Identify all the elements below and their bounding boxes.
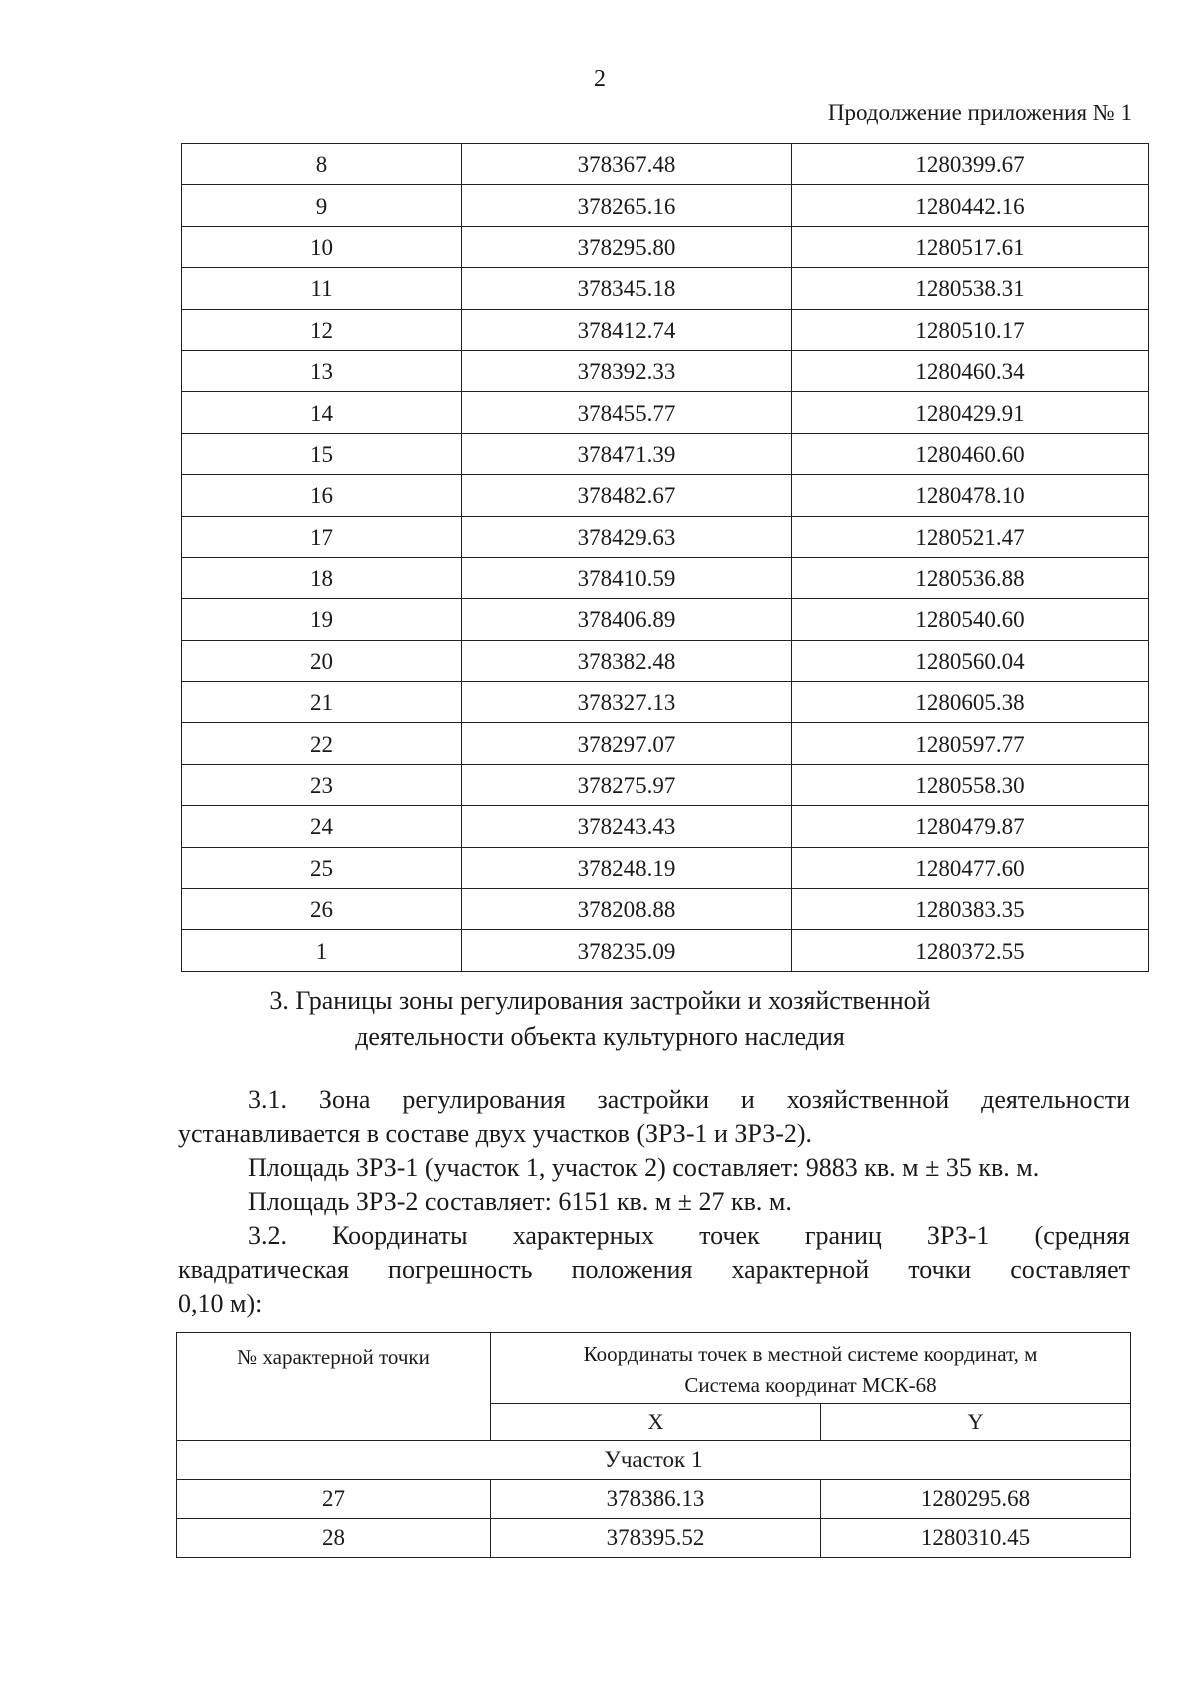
paragraph-3-2-line-1: 3.2. Координаты характерных точек границ ЗРЗ-1 (средняя <box>248 1221 1130 1250</box>
paragraph-3-2-line-3: 0,10 м): <box>178 1289 263 1318</box>
cell-point-number: 23 <box>182 764 462 805</box>
cell-y: 1280558.30 <box>792 764 1149 805</box>
cell-point-number: 27 <box>177 1480 491 1519</box>
header-point-number: № характерной точки <box>177 1333 491 1441</box>
cell-x: 378412.74 <box>462 309 792 350</box>
cell-y: 1280399.67 <box>792 144 1149 185</box>
table-row <box>182 640 1149 681</box>
table-row <box>182 682 1149 723</box>
header-coordinates-line-2: Система координат МСК-68 <box>684 1373 937 1397</box>
coordinates-table-continued <box>181 143 1149 972</box>
table-row <box>182 309 1149 350</box>
table-row <box>182 889 1149 930</box>
cell-y: 1280536.88 <box>792 557 1149 598</box>
cell-x: 378235.09 <box>462 930 792 971</box>
table-row <box>182 350 1149 391</box>
cell-y: 1280429.91 <box>792 392 1149 433</box>
table-row <box>182 599 1149 640</box>
paragraph-3-2-line-2: квадратическая погрешность положения характерной точки составляет <box>178 1255 1130 1284</box>
coordinates-table-body <box>182 144 1149 972</box>
cell-point-number: 16 <box>182 475 462 516</box>
cell-point-number: 1 <box>182 930 462 971</box>
table-row <box>182 516 1149 557</box>
section-3-heading-line-1: 3. Границы зоны регулирования застройки и хозяйственной <box>269 986 931 1015</box>
paragraph-3-1-line-2: устанавливается в составе двух участков (ЗРЗ-1 и ЗРЗ-2). <box>178 1119 813 1148</box>
table-row <box>182 392 1149 433</box>
cell-y: 1280597.77 <box>792 723 1149 764</box>
cell-point-number: 24 <box>182 806 462 847</box>
cell-point-number: 17 <box>182 516 462 557</box>
cell-x: 378410.59 <box>462 557 792 598</box>
cell-point-number: 13 <box>182 350 462 391</box>
section-3-heading <box>0 983 1200 1055</box>
cell-x: 378248.19 <box>462 847 792 888</box>
table-row <box>177 1480 1131 1519</box>
cell-y: 1280460.60 <box>792 433 1149 474</box>
section-3-heading-line-2: деятельности объекта культурного наследия <box>355 1022 845 1051</box>
header-coordinates <box>491 1333 1131 1404</box>
table-row <box>182 433 1149 474</box>
table-row <box>182 144 1149 185</box>
area-zrz-1: Площадь ЗРЗ-1 (участок 1, участок 2) составляет: 9883 кв. м ± 35 кв. м. <box>248 1153 1040 1182</box>
cell-y: 1280478.10 <box>792 475 1149 516</box>
page-number: 2 <box>594 66 606 92</box>
cell-x: 378327.13 <box>462 682 792 723</box>
cell-x: 378482.67 <box>462 475 792 516</box>
table-row <box>177 1519 1131 1558</box>
cell-y: 1280517.61 <box>792 226 1149 267</box>
table-row <box>182 226 1149 267</box>
header-y: Y <box>821 1404 1131 1441</box>
table-section-row <box>177 1441 1131 1480</box>
cell-point-number: 15 <box>182 433 462 474</box>
cell-point-number: 26 <box>182 889 462 930</box>
cell-point-number: 12 <box>182 309 462 350</box>
cell-x: 378243.43 <box>462 806 792 847</box>
cell-y: 1280460.34 <box>792 350 1149 391</box>
cell-x: 378386.13 <box>491 1480 821 1519</box>
cell-y: 1280605.38 <box>792 682 1149 723</box>
cell-x: 378275.97 <box>462 764 792 805</box>
cell-point-number: 11 <box>182 268 462 309</box>
zrz-1-coordinates-table-body <box>177 1333 1131 1558</box>
paragraph-3-1-line-1: 3.1. Зона регулирования застройки и хозяйственной деятельности <box>248 1085 1130 1114</box>
cell-point-number: 8 <box>182 144 462 185</box>
cell-x: 378455.77 <box>462 392 792 433</box>
section-label-plot-1: Участок 1 <box>177 1441 1131 1480</box>
cell-point-number: 20 <box>182 640 462 681</box>
cell-point-number: 18 <box>182 557 462 598</box>
appendix-continuation-label: Продолжение приложения № 1 <box>827 100 1132 125</box>
cell-y: 1280383.35 <box>792 889 1149 930</box>
cell-y: 1280510.17 <box>792 309 1149 350</box>
table-row <box>182 185 1149 226</box>
cell-point-number: 21 <box>182 682 462 723</box>
cell-y: 1280372.55 <box>792 930 1149 971</box>
cell-point-number: 9 <box>182 185 462 226</box>
table-row <box>182 723 1149 764</box>
cell-x: 378382.48 <box>462 640 792 681</box>
table-row <box>182 847 1149 888</box>
area-zrz-2: Площадь ЗРЗ-2 составляет: 6151 кв. м ± 27 кв. м. <box>248 1187 792 1216</box>
cell-x: 378471.39 <box>462 433 792 474</box>
cell-point-number: 22 <box>182 723 462 764</box>
cell-y: 1280560.04 <box>792 640 1149 681</box>
table-header-row <box>177 1333 1131 1404</box>
cell-x: 378406.89 <box>462 599 792 640</box>
cell-y: 1280295.68 <box>821 1480 1131 1519</box>
cell-point-number: 10 <box>182 226 462 267</box>
table-row <box>182 475 1149 516</box>
table-row <box>182 557 1149 598</box>
table-row <box>182 806 1149 847</box>
cell-y: 1280310.45 <box>821 1519 1131 1558</box>
cell-x: 378297.07 <box>462 723 792 764</box>
cell-y: 1280479.87 <box>792 806 1149 847</box>
cell-y: 1280442.16 <box>792 185 1149 226</box>
cell-x: 378265.16 <box>462 185 792 226</box>
cell-y: 1280521.47 <box>792 516 1149 557</box>
zrz-1-coordinates-table <box>176 1332 1131 1558</box>
header-x: X <box>491 1404 821 1441</box>
cell-y: 1280538.31 <box>792 268 1149 309</box>
table-row <box>182 930 1149 971</box>
cell-point-number: 28 <box>177 1519 491 1558</box>
table-row <box>182 764 1149 805</box>
cell-x: 378367.48 <box>462 144 792 185</box>
cell-y: 1280477.60 <box>792 847 1149 888</box>
table-row <box>182 268 1149 309</box>
paragraph-3-1 <box>178 1083 1130 1321</box>
cell-point-number: 19 <box>182 599 462 640</box>
header-coordinates-line-1: Координаты точек в местной системе координат, м <box>583 1342 1038 1366</box>
cell-y: 1280540.60 <box>792 599 1149 640</box>
cell-x: 378429.63 <box>462 516 792 557</box>
cell-point-number: 14 <box>182 392 462 433</box>
cell-x: 378295.80 <box>462 226 792 267</box>
cell-x: 378208.88 <box>462 889 792 930</box>
cell-point-number: 25 <box>182 847 462 888</box>
cell-x: 378345.18 <box>462 268 792 309</box>
cell-x: 378395.52 <box>491 1519 821 1558</box>
cell-x: 378392.33 <box>462 350 792 391</box>
